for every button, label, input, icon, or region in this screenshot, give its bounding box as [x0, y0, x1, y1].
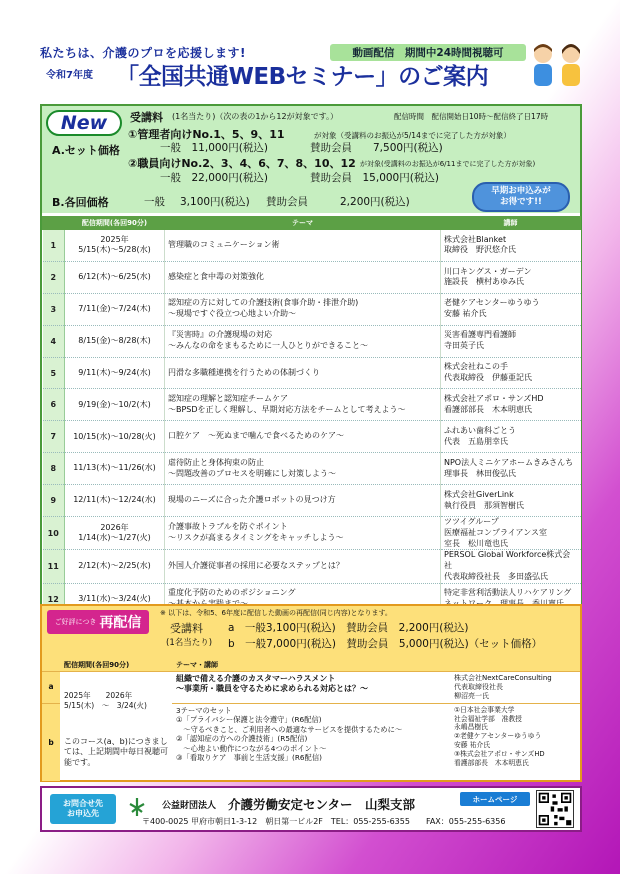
fee-label: 受講料 — [130, 111, 163, 124]
each-price-label: B.各回価格 — [52, 196, 109, 209]
schedule-date: 9/11(木)～9/24(水) — [65, 357, 165, 389]
re-header-lecturer — [450, 660, 580, 671]
fiscal-year-label: 令和7年度 — [46, 70, 93, 81]
schedule-no: 8 — [43, 453, 65, 485]
delivery-badge: 動画配信 期間中24時間視聴可 — [330, 44, 526, 61]
schedule-row — [43, 293, 581, 325]
schedule-date: 11/13(木)～11/26(水) — [65, 453, 165, 485]
schedule-lecturer: 株式会社ねこの手 代表取締役 伊藤亜記氏 — [441, 357, 581, 389]
schedule-no: 2 — [43, 261, 65, 293]
caregivers-illustration-icon — [525, 42, 591, 94]
schedule-theme: 認知症の理解と認知症チームケア ～BPSDを正しく理解し、早期対応方法をチームとして考えよう～ — [165, 389, 441, 421]
schedule-theme: 重度化予防のためのポジショニング — [165, 583, 441, 615]
rebroadcast-per-person: (1名当たり) — [166, 638, 213, 648]
qr-code-icon[interactable] — [536, 790, 574, 828]
schedule-lecturer: 株式会社アポロ・サンズHD 看護部部長 木本明恵氏 — [441, 389, 581, 421]
each-general-price: 3,100円(税込) — [180, 196, 250, 208]
homepage-badge[interactable]: ホームページ — [460, 792, 530, 806]
schedule-no: 7 — [43, 421, 65, 453]
schedule-theme: 口腔ケア ～死ぬまで噛んで食べるためのケア～ — [165, 421, 441, 453]
schedule-theme: 円滑な多職種連携を行うための体制づくり — [165, 357, 441, 389]
organization-name: 介護労働安定センター 山梨支部 — [228, 797, 416, 812]
schedule-date: 12/11(木)～12/24(水) — [65, 485, 165, 517]
each-member-price: 2,200円(税込) — [340, 196, 410, 208]
schedule-date: 10/15(水)～10/28(火) — [65, 421, 165, 453]
fee-note: (1名当たり)（次の表の1から12が対象です。） — [172, 112, 338, 121]
manager-member-price: 賛助会員 7,500円(税込) — [310, 142, 443, 154]
schedule-no: 6 — [43, 389, 65, 421]
re-header-theme: テーマ・講師 — [172, 660, 450, 671]
staff-course-title: ②職員向けNo.2、3、4、6、7、8、10、12 — [128, 157, 356, 170]
pricing-section — [42, 106, 580, 213]
re-b-theme: 3テーマのセット ①「プライバシー保護と法令遵守」(R6配信) ～守るべきこと、ご利用者への最適なサービスを提供するために～ ②「認知症の方への介護技術」(R5配信) ～心地よい動作につながる4つのポイント～ ③「看取りケア 事前と生活支援」(R6配信) — [172, 703, 450, 781]
early-bird-line2: お得です!! — [500, 197, 542, 207]
rebroadcast-note: ※ 以下は、令和5、6年度に配信した動画の再配信(同じ内容)となります。 — [160, 609, 392, 617]
re-period: 2025年 2026年 5/15(木) ～ 3/24(火) — [64, 691, 147, 710]
schedule-no: 1 — [43, 230, 65, 262]
schedule-row — [43, 517, 581, 550]
schedule-theme: 『災害時』の介護現場の対応 ～みんなの命をまもるために一人ひとりができること～ — [165, 325, 441, 357]
re-b-lecturer: ①日本社会事業大学 社会福祉学部 准教授 永嶋昌樹氏 ②老健ケアセンターゆうゆう 安藤 祐介氏 ③株式会社アポロ・サンズHD 看護部部長 木本明恵氏 — [450, 703, 580, 781]
early-bird-badge — [472, 182, 570, 212]
set-price-label: A.セット価格 — [52, 144, 120, 157]
schedule-no: 9 — [43, 485, 65, 517]
schedule-date: 3/11(水)～3/24(火) — [65, 583, 165, 615]
schedule-header-no — [43, 217, 65, 230]
schedule-row — [43, 550, 581, 583]
re-course-note: このコース(a、b)につきましては、上記期間中毎日視聴可能です。 — [64, 736, 168, 768]
contact-address: 〒400-0025 甲府市朝日1-3-12 朝日第一ビル2F TEL：055-255-6355 FAX：055-255-6356 — [142, 817, 506, 826]
schedule-no: 3 — [43, 293, 65, 325]
re-header-blank — [42, 660, 60, 671]
schedule-lecturer: 株式会社GiverLink 執行役員 那須智樹氏 — [441, 485, 581, 517]
seminar-panel — [40, 104, 582, 624]
schedule-theme: 現場のニーズに合った介護ロボットの見つけ方 — [165, 485, 441, 517]
re-row-a-label: a — [42, 671, 60, 703]
re-period-cell — [60, 671, 172, 781]
schedule-row — [43, 357, 581, 389]
schedule-date: 6/12(木)～6/25(水) — [65, 261, 165, 293]
schedule-header-lecturer: 講師 — [441, 217, 581, 230]
schedule-lecturer: 株式会社Blanket 取締役 野沢悠介氏 — [441, 230, 581, 262]
re-row-b-label: b — [42, 703, 60, 781]
organization-logo-icon — [126, 796, 148, 818]
schedule-date: 7/11(金)～7/24(木) — [65, 293, 165, 325]
application-label: お申込先 — [67, 809, 99, 818]
staff-member-price: 賛助会員 15,000円(税込) — [310, 172, 439, 184]
schedule-theme: 外国人介護従事者の採用に必要なステップとは？ — [165, 550, 441, 583]
schedule-theme: 感染症と食中毒の対策強化 — [165, 261, 441, 293]
rebroadcast-fee-label: 受講料 — [170, 622, 203, 635]
schedule-header-period: 配信期間(各回90分) — [65, 217, 165, 230]
organization-type: 公益財団法人 — [162, 801, 217, 811]
tagline: 私たちは、介護のプロを応援します! — [40, 46, 246, 60]
schedule-row — [43, 421, 581, 453]
schedule-no: 4 — [43, 325, 65, 357]
schedule-no: 5 — [43, 357, 65, 389]
schedule-row — [43, 230, 581, 262]
contact-footer — [40, 786, 582, 832]
schedule-row — [43, 261, 581, 293]
re-header-period: 配信期間(各回90分) — [60, 660, 172, 671]
rebroadcast-price-b: b 一般7,000円(税込) 賛助会員 5,000円(税込)（セット価格） — [228, 638, 543, 650]
each-general-label: 一般 — [144, 196, 165, 208]
rebroadcast-badge — [47, 610, 149, 634]
rebroadcast-badge-small: ご好評につき — [54, 618, 97, 626]
staff-course-note: が対象(受講料のお振込が6/11までに完了した方が対象) — [360, 160, 536, 168]
schedule-date: 2/12(木)～2/25(水) — [65, 550, 165, 583]
schedule-table — [42, 216, 581, 616]
manager-course-note: が対象（受講料のお振込が5/14までに完了した方が対象） — [314, 131, 511, 140]
rebroadcast-price-a: a 一般3,100円(税込) 賛助会員 2,200円(税込) — [228, 622, 469, 634]
schedule-date: 8/15(金)～8/28(木) — [65, 325, 165, 357]
schedule-no: 10 — [43, 517, 65, 550]
schedule-lecturer: 老健ケアセンターゆうゆう 安藤 祐介氏 — [441, 293, 581, 325]
contact-label: お問合せ先 — [63, 798, 103, 808]
schedule-row — [43, 325, 581, 357]
delivery-time: 配信時間 配信開始日10時～配信終了日17時 — [394, 112, 549, 121]
schedule-lecturer: ふれあい歯科ごとう 代表 五島朋幸氏 — [441, 421, 581, 453]
re-a-lecturer: 株式会社NextCareConsulting 代表取締役社長 柳沼亮一氏 — [450, 671, 580, 703]
schedule-lecturer: 災害看護専門看護師 寺田英子氏 — [441, 325, 581, 357]
page-title: 「全国共通WEBセミナー」のご案内 — [116, 64, 489, 90]
rebroadcast-header — [42, 606, 580, 660]
schedule-row — [43, 453, 581, 485]
rebroadcast-table — [42, 660, 580, 781]
schedule-row — [43, 389, 581, 421]
schedule-theme: 虐待防止と身体拘束の防止 ～問題改善のプロセスを明確にし対策しよう～ — [165, 453, 441, 485]
re-a-theme: 組織で備える介護のカスタマーハラスメント ～事業所・職員を守るために求められる対応とは？～ — [172, 671, 450, 703]
schedule-lecturer: 川口キングス・ガーデン 施設長 横村あゆみ氏 — [441, 261, 581, 293]
contact-badge — [50, 794, 116, 824]
schedule-header-theme: テーマ — [165, 217, 441, 230]
manager-general-price: 一般 11,000円(税込) — [160, 142, 268, 154]
schedule-lecturer: ツツイグループ 医療福祉コンプライアンス室 室長 松川竜也氏 — [441, 517, 581, 550]
schedule-row — [43, 485, 581, 517]
early-bird-line1: 早期お申込みが — [491, 186, 551, 197]
schedule-no: 11 — [43, 550, 65, 583]
manager-course-title: ①管理者向けNo.1、5、9、11 — [128, 128, 285, 141]
schedule-no: 12 — [43, 583, 65, 615]
schedule-theme: 介護事故トラブルを防ぐポイント ～リスクが高まるタイミングをキャッチしよう～ — [165, 517, 441, 550]
schedule-date: 2026年 1/14(水)～1/27(火) — [65, 517, 165, 550]
schedule-lecturer: 特定非営利活動法人リハケアリング — [441, 583, 581, 615]
schedule-theme: 管理職のコミュニケーション術 — [165, 230, 441, 262]
staff-general-price: 一般 22,000円(税込) — [160, 172, 268, 184]
rebroadcast-badge-big: 再配信 — [99, 615, 142, 631]
schedule-date: 9/19(金)～10/2(木) — [65, 389, 165, 421]
new-badge: New — [46, 110, 122, 136]
schedule-theme: 認知症の方に対しての介護技術(食事介助・排泄介助) ～現場ですぐ役立つ心地よい介助～ — [165, 293, 441, 325]
schedule-lecturer: PERSOL Global Workforce株式会社 代表取締役社長 多田盛弘氏 — [441, 550, 581, 583]
schedule-lecturer: NPO法人ミニケアホームきみさんち 理事長 林田俊弘氏 — [441, 453, 581, 485]
schedule-date: 2025年 5/15(木)～5/28(水) — [65, 230, 165, 262]
rebroadcast-section — [40, 604, 582, 782]
each-member-label: 賛助会員 — [266, 196, 308, 208]
